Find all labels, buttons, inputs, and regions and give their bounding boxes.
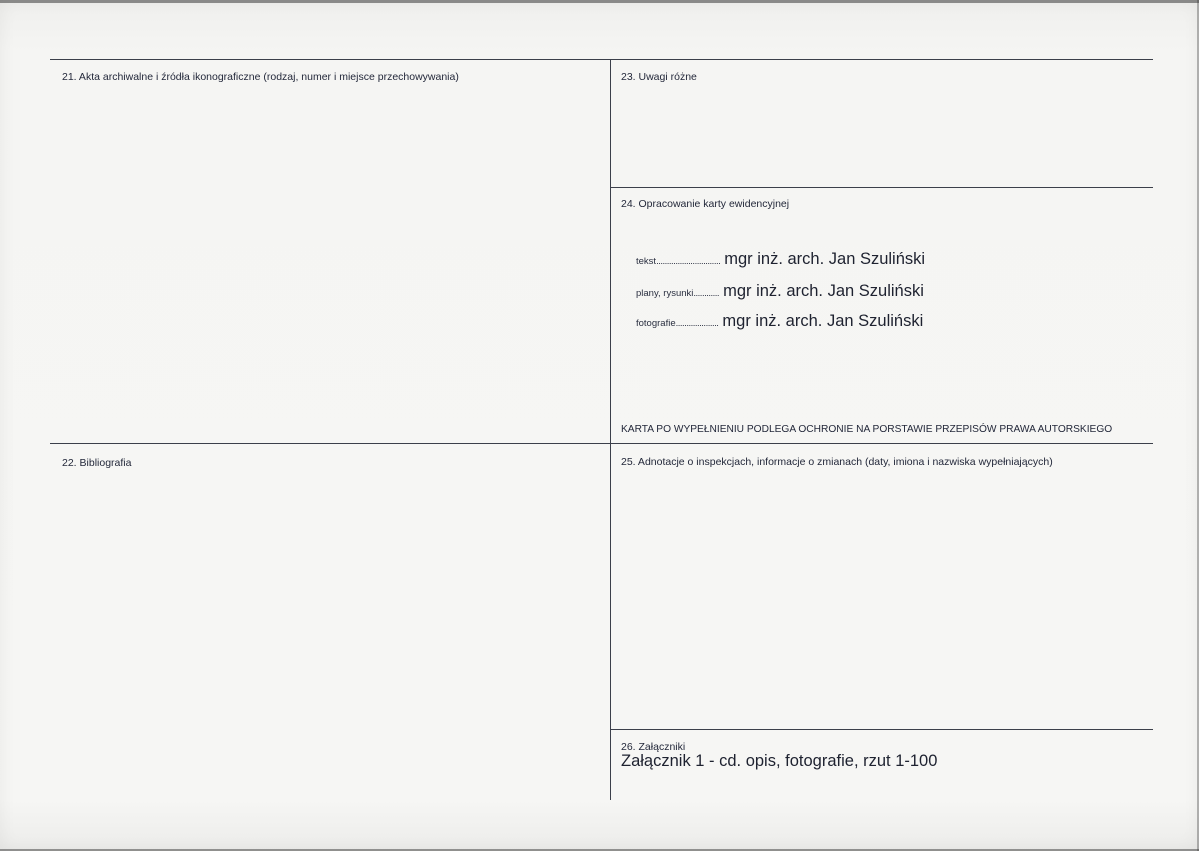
- author-row-label: tekst: [636, 256, 657, 267]
- author-row-dots: ............: [693, 288, 720, 299]
- author-row-value: mgr inż. arch. Jan Szuliński: [722, 312, 924, 330]
- section-25-label: 25. Adnotacje o inspekcjach, informacje o zmianach (daty, imiona i nazwiska wypełniających): [621, 456, 1053, 468]
- author-row-value: mgr inż. arch. Jan Szuliński: [723, 282, 924, 300]
- section-22-label: 22. Bibliografia: [62, 457, 132, 469]
- author-row-text: [636, 250, 925, 269]
- author-row-drawings: [636, 282, 924, 301]
- section-26-label: 26. Załączniki: [621, 741, 686, 753]
- author-row-label: plany, rysunki: [636, 288, 694, 299]
- middle-rule: [50, 443, 1153, 444]
- rule-25-26: [610, 729, 1153, 730]
- center-divider: [610, 59, 611, 800]
- author-row-photos: [636, 312, 923, 331]
- copyright-notice: KARTA PO WYPEŁNIENIU PODLEGA OCHRONIE NA PORSTAWIE PRZEPISÓW PRAWA AUTORSKIEGO: [621, 424, 1113, 435]
- author-row-value: mgr inż. arch. Jan Szuliński: [724, 250, 926, 268]
- top-rule: [50, 59, 1153, 60]
- scan-edge-top: [0, 0, 1199, 3]
- author-row-label: fotografie: [636, 318, 676, 329]
- section-23-label: 23. Uwagi różne: [621, 71, 697, 83]
- attachments-value: Załącznik 1 - cd. opis, fotografie, rzut 1-100: [621, 752, 938, 770]
- section-21-label: 21. Akta archiwalne i źródła ikonograficzne (rodzaj, numer i miejsce przechowywania): [62, 71, 459, 83]
- rule-23-24: [610, 187, 1153, 188]
- author-row-dots: ....................: [675, 318, 719, 329]
- section-24-label: 24. Opracowanie karty ewidencyjnej: [621, 198, 790, 210]
- author-row-dots: ..............................: [656, 256, 721, 267]
